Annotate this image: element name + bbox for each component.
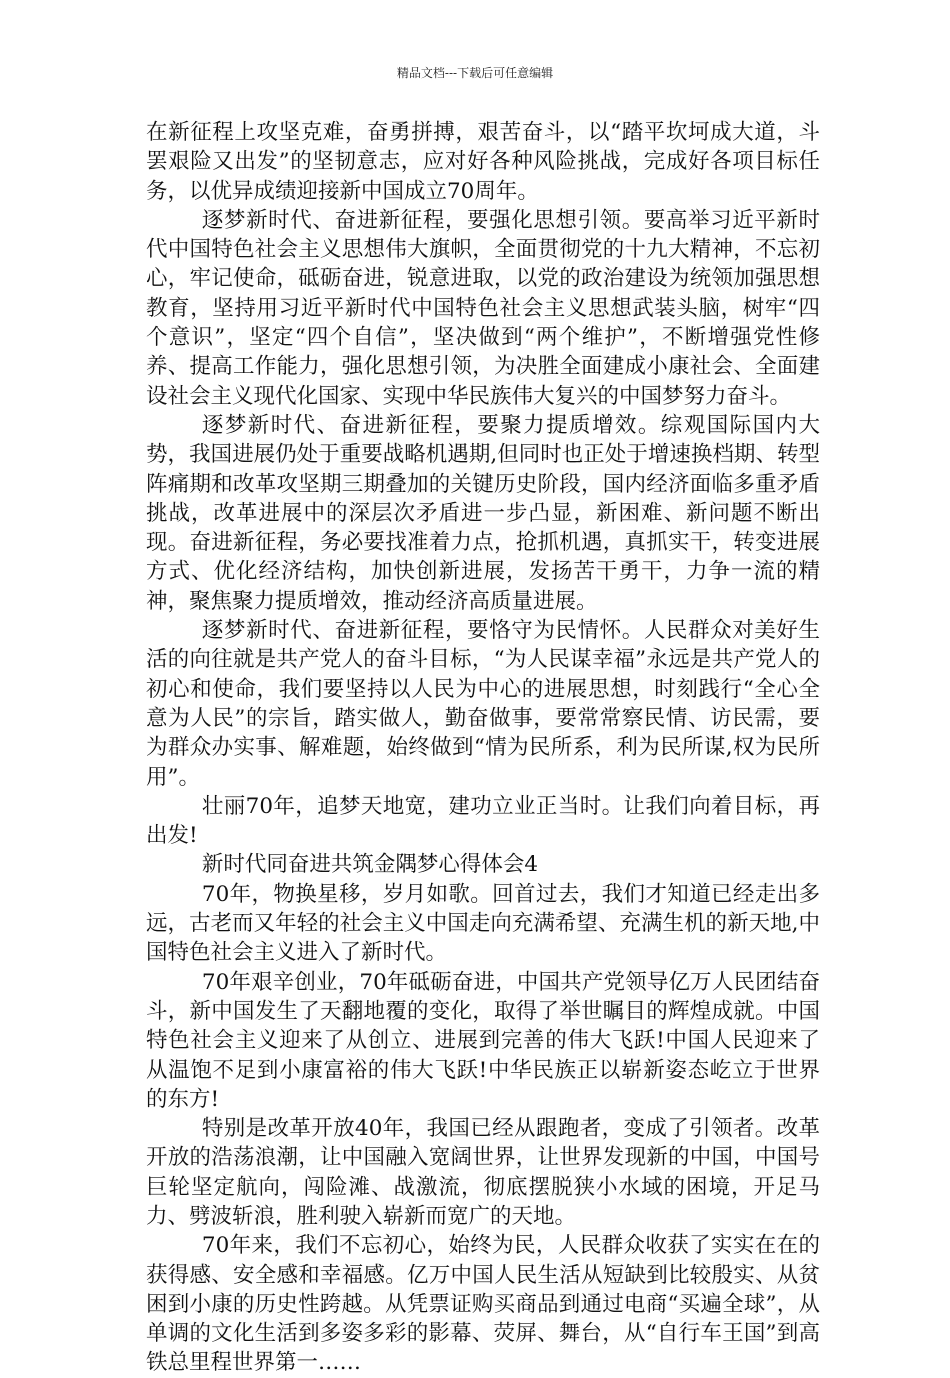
- document-body: [146, 118, 820, 1378]
- page-header: 精品文档---下载后可任意编辑: [396, 66, 554, 80]
- paragraph-7: 70年艰辛创业，70年砥砺奋进，中国共产党领导亿万人民团结奋斗，新中国发生了天翻地覆的变化，取得了举世瞩目的辉煌成就。中国特色社会主义迎来了从创立、进展到完善的伟大飞跃!中国人民迎来了从温饱不足到小康富裕的伟大飞跃!中华民族正以崭新姿态屹立于世界的东方!: [146, 969, 820, 1112]
- paragraph-2: 逐梦新时代、奋进新征程，要强化思想引领。要高举习近平新时代中国特色社会主义思想伟大旗帜，全面贯彻党的十九大精神，不忘初心，牢记使命，砥砺奋进，锐意进取，以党的政治建设为统领加强思想教育，坚持用习近平新时代中国特色社会主义思想武装头脑，树牢“四个意识”，坚定“四个自信”，坚决做到“两个维护”，不断增强党性修养、提高工作能力，强化思想引领，为决胜全面建成小康社会、全面建设社会主义现代化国家、实现中华民族伟大复兴的中国梦努力奋斗。: [146, 207, 820, 409]
- paragraph-6: 70年，物换星移，岁月如歌。回首过去，我们才知道已经走出多远，古老而又年轻的社会主义中国走向充满希望、充满生机的新天地,中国特色社会主义进入了新时代。: [146, 881, 820, 966]
- paragraph-8: 特别是改革开放40年，我国已经从跟跑者，变成了引领者。改革开放的浩荡浪潮，让中国融入宽阔世界，让世界发现新的中国，中国号巨轮坚定航向，闯险滩、战激流，彻底摆脱狭小水域的困境，开足马力、劈波斩浪，胜利驶入崭新而宽广的天地。: [146, 1116, 820, 1229]
- paragraph-4: 逐梦新时代、奋进新征程，要恪守为民情怀。人民群众对美好生活的向往就是共产党人的奋斗目标，“为人民谋幸福”永远是共产党人的初心和使命，我们要坚持以人民为中心的进展思想，时刻践行“全心全意为人民”的宗旨，踏实做人，勤奋做事，要常常察民情、访民需，要为群众办实事、解难题，始终做到“情为民所系，利为民所谋,权为民所用”。: [146, 618, 820, 790]
- paragraph-9: 70年来，我们不忘初心，始终为民，人民群众收获了实实在在的获得感、安全感和幸福感。亿万中国人民生活从短缺到比较殷实、从贫困到小康的历史性跨越。从凭票证购买商品到通过电商“买遍全球”，从单调的文化生活到多姿多彩的影幕、荧屏、舞台，从“自行车王国”到高铁总里程世界第一……: [146, 1233, 820, 1376]
- paragraph-3: 逐梦新时代、奋进新征程，要聚力提质增效。综观国际国内大势，我国进展仍处于重要战略机遇期,但同时也正处于增速换档期、转型阵痛期和改革攻坚期三期叠加的关键历史阶段，国内经济面临多重矛盾挑战，改革进展中的深层次矛盾进一步凸显，新困难、新问题不断出现。奋进新征程，务必要找准着力点，抢抓机遇，真抓实干，转变进展方式、优化经济结构，加快创新进展，发扬苦干勇干，力争一流的精神，聚焦聚力提质增效，推动经济高质量进展。: [146, 412, 820, 614]
- section-title: 新时代同奋进共筑金隅梦心得体会4: [201, 852, 539, 878]
- paragraph-5: 壮丽70年，追梦天地宽，建功立业正当时。让我们向着目标，再出发!: [146, 793, 820, 849]
- paragraph-1: 在新征程上攻坚克难，奋勇拼搏，艰苦奋斗，以“踏平坎坷成大道，斗罢艰险又出发”的坚韧意志，应对好各种风险挑战，完成好各项目标任务，以优异成绩迎接新中国成立70周年。: [146, 120, 820, 204]
